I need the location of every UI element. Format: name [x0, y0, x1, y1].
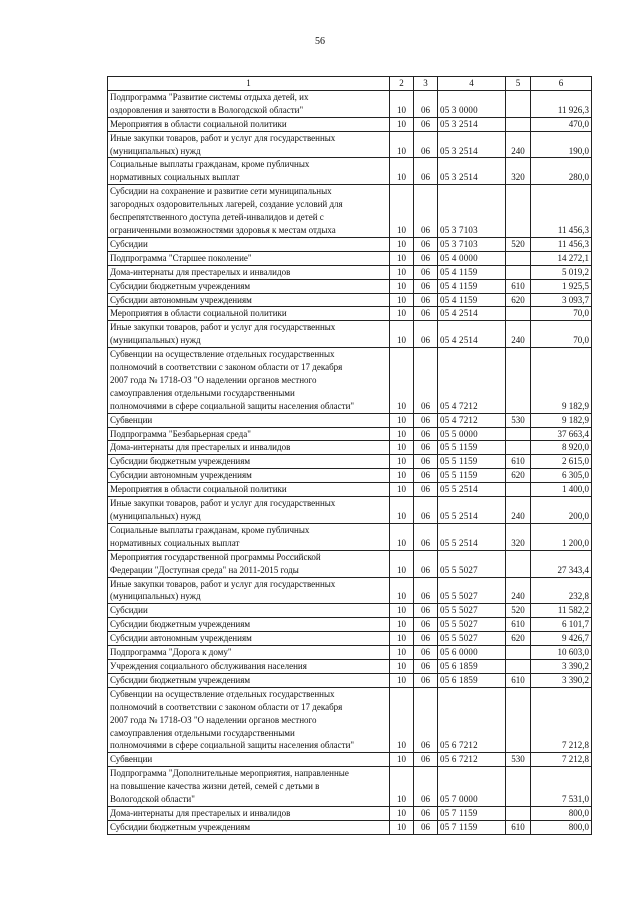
cell-target-code: 05 6 1859 — [438, 673, 506, 687]
cell-target-code: 05 5 1159 — [438, 441, 506, 455]
cell-expense-type: 610 — [506, 455, 531, 469]
cell-section: 10 — [390, 483, 414, 497]
cell-amount: 470,0 — [531, 117, 592, 131]
cell-target-code: 05 4 7212 — [438, 413, 506, 427]
cell-amount: 9 182,9 — [531, 413, 592, 427]
table-row — [108, 767, 592, 807]
cell-target-code: 05 4 1159 — [438, 279, 506, 293]
table-row — [108, 618, 592, 632]
table-row — [108, 523, 592, 550]
cell-subsection: 06 — [414, 321, 438, 348]
table-row — [108, 455, 592, 469]
table-row — [108, 158, 592, 185]
table-row — [108, 185, 592, 238]
cell-name: Социальные выплаты гражданам, кроме публичных нормативных социальных выплат — [108, 523, 390, 550]
cell-name: Мероприятия государственной программы Российской Федерации "Доступная среда" на 2011-2015 годы — [108, 550, 390, 577]
cell-name: Иные закупки товаров, работ и услуг для государственных (муниципальных) нужд — [108, 131, 390, 158]
cell-subsection: 06 — [414, 604, 438, 618]
cell-expense-type: 610 — [506, 279, 531, 293]
cell-amount: 3 390,2 — [531, 659, 592, 673]
cell-subsection: 06 — [414, 646, 438, 660]
cell-subsection: 06 — [414, 251, 438, 265]
cell-subsection: 06 — [414, 441, 438, 455]
table-row — [108, 117, 592, 131]
cell-amount: 5 019,2 — [531, 265, 592, 279]
cell-section: 10 — [390, 321, 414, 348]
table-row — [108, 307, 592, 321]
cell-name: Мероприятия в области социальной политики — [108, 117, 390, 131]
cell-amount: 6 305,0 — [531, 469, 592, 483]
cell-subsection: 06 — [414, 753, 438, 767]
table-row — [108, 265, 592, 279]
cell-expense-type: 610 — [506, 820, 531, 834]
cell-target-code: 05 4 1159 — [438, 265, 506, 279]
cell-subsection: 06 — [414, 413, 438, 427]
cell-expense-type — [506, 348, 531, 414]
cell-name: Дома-интернаты для престарелых и инвалидов — [108, 806, 390, 820]
cell-section: 10 — [390, 131, 414, 158]
cell-subsection: 06 — [414, 523, 438, 550]
table-row — [108, 687, 592, 753]
cell-section: 10 — [390, 265, 414, 279]
cell-subsection: 06 — [414, 455, 438, 469]
cell-section: 10 — [390, 659, 414, 673]
cell-section: 10 — [390, 820, 414, 834]
header-cell-amount: 6 — [531, 77, 592, 91]
cell-name: Субсидии на сохранение и развитие сети муниципальных загородных оздоровительных лагерей, создание условий для беспрепятственного доступа детей-инвалидов и детей с ограниченными возможностями здоровья к местам отдыха — [108, 185, 390, 238]
cell-expense-type — [506, 265, 531, 279]
cell-section: 10 — [390, 117, 414, 131]
cell-section: 10 — [390, 687, 414, 753]
cell-expense-type — [506, 117, 531, 131]
cell-amount: 7 531,0 — [531, 767, 592, 807]
cell-target-code: 05 3 7103 — [438, 237, 506, 251]
cell-section: 10 — [390, 550, 414, 577]
cell-section: 10 — [390, 618, 414, 632]
cell-name: Подпрограмма "Развитие системы отдыха детей, их оздоровления и занятости в Вологодской области" — [108, 90, 390, 117]
cell-name: Мероприятия в области социальной политики — [108, 307, 390, 321]
cell-amount: 1 925,5 — [531, 279, 592, 293]
cell-subsection: 06 — [414, 632, 438, 646]
table-row — [108, 251, 592, 265]
cell-target-code: 05 5 2514 — [438, 497, 506, 524]
cell-subsection: 06 — [414, 131, 438, 158]
cell-name: Подпрограмма "Безбарьерная среда" — [108, 427, 390, 441]
cell-target-code: 05 4 7212 — [438, 348, 506, 414]
cell-amount: 280,0 — [531, 158, 592, 185]
cell-expense-type — [506, 441, 531, 455]
cell-target-code: 05 3 7103 — [438, 185, 506, 238]
cell-expense-type: 620 — [506, 469, 531, 483]
cell-name: Иные закупки товаров, работ и услуг для государственных (муниципальных) нужд — [108, 321, 390, 348]
cell-expense-type: 240 — [506, 497, 531, 524]
cell-target-code: 05 6 7212 — [438, 687, 506, 753]
cell-subsection: 06 — [414, 659, 438, 673]
cell-name: Дома-интернаты для престарелых и инвалидов — [108, 441, 390, 455]
cell-section: 10 — [390, 307, 414, 321]
table-row — [108, 673, 592, 687]
cell-target-code: 05 4 1159 — [438, 293, 506, 307]
cell-section: 10 — [390, 348, 414, 414]
table-row — [108, 753, 592, 767]
cell-expense-type: 320 — [506, 158, 531, 185]
table-body — [108, 90, 592, 834]
cell-amount: 800,0 — [531, 806, 592, 820]
header-cell-section: 2 — [390, 77, 414, 91]
cell-name: Субвенции — [108, 413, 390, 427]
cell-target-code: 05 4 2514 — [438, 321, 506, 348]
cell-target-code: 05 3 2514 — [438, 117, 506, 131]
cell-name: Подпрограмма "Дорога к дому" — [108, 646, 390, 660]
cell-expense-type: 530 — [506, 413, 531, 427]
cell-target-code: 05 5 5027 — [438, 577, 506, 604]
cell-section: 10 — [390, 413, 414, 427]
cell-target-code: 05 4 2514 — [438, 307, 506, 321]
table-row — [108, 279, 592, 293]
cell-subsection: 06 — [414, 117, 438, 131]
cell-amount: 11 456,3 — [531, 185, 592, 238]
cell-expense-type: 620 — [506, 293, 531, 307]
cell-amount: 190,0 — [531, 131, 592, 158]
cell-target-code: 05 5 5027 — [438, 632, 506, 646]
cell-section: 10 — [390, 767, 414, 807]
cell-name: Дома-интернаты для престарелых и инвалидов — [108, 265, 390, 279]
cell-name: Субсидии бюджетным учреждениям — [108, 673, 390, 687]
cell-expense-type: 530 — [506, 753, 531, 767]
cell-subsection: 06 — [414, 820, 438, 834]
cell-amount: 232,8 — [531, 577, 592, 604]
table-row — [108, 321, 592, 348]
cell-expense-type — [506, 659, 531, 673]
cell-name: Субсидии бюджетным учреждениям — [108, 618, 390, 632]
cell-section: 10 — [390, 806, 414, 820]
cell-name: Субсидии автономным учреждениям — [108, 469, 390, 483]
cell-target-code: 05 6 7212 — [438, 753, 506, 767]
cell-expense-type — [506, 185, 531, 238]
cell-expense-type — [506, 483, 531, 497]
cell-section: 10 — [390, 251, 414, 265]
cell-amount: 11 926,3 — [531, 90, 592, 117]
header-row — [108, 77, 592, 91]
table-row — [108, 293, 592, 307]
cell-section: 10 — [390, 577, 414, 604]
cell-subsection: 06 — [414, 293, 438, 307]
cell-amount: 6 101,7 — [531, 618, 592, 632]
cell-expense-type: 240 — [506, 321, 531, 348]
cell-target-code: 05 5 1159 — [438, 469, 506, 483]
table-row — [108, 413, 592, 427]
cell-expense-type — [506, 646, 531, 660]
cell-subsection: 06 — [414, 497, 438, 524]
header-cell-expense-type: 5 — [506, 77, 531, 91]
cell-section: 10 — [390, 293, 414, 307]
cell-section: 10 — [390, 427, 414, 441]
cell-name: Социальные выплаты гражданам, кроме публичных нормативных социальных выплат — [108, 158, 390, 185]
cell-section: 10 — [390, 753, 414, 767]
table-row — [108, 577, 592, 604]
cell-amount: 70,0 — [531, 321, 592, 348]
cell-subsection: 06 — [414, 90, 438, 117]
cell-section: 10 — [390, 185, 414, 238]
cell-amount: 1 400,0 — [531, 483, 592, 497]
cell-subsection: 06 — [414, 265, 438, 279]
cell-amount: 7 212,8 — [531, 687, 592, 753]
cell-name: Подпрограмма "Старшее поколение" — [108, 251, 390, 265]
cell-expense-type — [506, 767, 531, 807]
cell-amount: 8 920,0 — [531, 441, 592, 455]
cell-expense-type — [506, 806, 531, 820]
cell-name: Субсидии автономным учреждениям — [108, 293, 390, 307]
cell-name: Субсидии автономным учреждениям — [108, 632, 390, 646]
cell-amount: 10 603,0 — [531, 646, 592, 660]
cell-amount: 2 615,0 — [531, 455, 592, 469]
cell-amount: 70,0 — [531, 307, 592, 321]
cell-subsection: 06 — [414, 237, 438, 251]
cell-name: Подпрограмма "Дополнительные мероприятия, направленные на повышение качества жизни детей, семей с детьми в Вологодской области" — [108, 767, 390, 807]
cell-name: Субсидии бюджетным учреждениям — [108, 455, 390, 469]
cell-amount: 11 456,3 — [531, 237, 592, 251]
header-cell-name: 1 — [108, 77, 390, 91]
cell-subsection: 06 — [414, 427, 438, 441]
cell-amount: 9 182,9 — [531, 348, 592, 414]
table-row — [108, 497, 592, 524]
cell-name: Учреждения социального обслуживания населения — [108, 659, 390, 673]
cell-target-code: 05 5 5027 — [438, 618, 506, 632]
cell-section: 10 — [390, 497, 414, 524]
cell-amount: 7 212,8 — [531, 753, 592, 767]
cell-subsection: 06 — [414, 687, 438, 753]
cell-target-code: 05 5 0000 — [438, 427, 506, 441]
cell-amount: 800,0 — [531, 820, 592, 834]
cell-expense-type — [506, 427, 531, 441]
cell-subsection: 06 — [414, 158, 438, 185]
table-row — [108, 348, 592, 414]
cell-target-code: 05 3 0000 — [438, 90, 506, 117]
cell-section: 10 — [390, 604, 414, 618]
cell-section: 10 — [390, 237, 414, 251]
cell-subsection: 06 — [414, 673, 438, 687]
table-row — [108, 604, 592, 618]
cell-expense-type: 320 — [506, 523, 531, 550]
header-cell-subsection: 3 — [414, 77, 438, 91]
cell-name: Субсидии бюджетным учреждениям — [108, 279, 390, 293]
cell-subsection: 06 — [414, 279, 438, 293]
cell-amount: 200,0 — [531, 497, 592, 524]
cell-section: 10 — [390, 646, 414, 660]
table-row — [108, 632, 592, 646]
cell-expense-type: 620 — [506, 632, 531, 646]
table-row — [108, 469, 592, 483]
table-row — [108, 550, 592, 577]
budget-table — [107, 76, 592, 835]
cell-subsection: 06 — [414, 483, 438, 497]
cell-name: Субвенции — [108, 753, 390, 767]
cell-subsection: 06 — [414, 806, 438, 820]
table-row — [108, 427, 592, 441]
cell-amount: 3 390,2 — [531, 673, 592, 687]
table-row — [108, 90, 592, 117]
cell-name: Субсидии бюджетным учреждениям — [108, 820, 390, 834]
cell-amount: 37 663,4 — [531, 427, 592, 441]
cell-target-code: 05 6 0000 — [438, 646, 506, 660]
cell-target-code: 05 7 1159 — [438, 820, 506, 834]
cell-expense-type — [506, 550, 531, 577]
cell-subsection: 06 — [414, 469, 438, 483]
cell-expense-type: 240 — [506, 577, 531, 604]
cell-expense-type: 610 — [506, 618, 531, 632]
cell-section: 10 — [390, 455, 414, 469]
cell-subsection: 06 — [414, 767, 438, 807]
cell-target-code: 05 7 0000 — [438, 767, 506, 807]
cell-target-code: 05 3 2514 — [438, 131, 506, 158]
page-number: 56 — [315, 36, 325, 47]
table-row — [108, 441, 592, 455]
cell-section: 10 — [390, 90, 414, 117]
cell-section: 10 — [390, 523, 414, 550]
cell-target-code: 05 7 1159 — [438, 806, 506, 820]
cell-target-code: 05 5 5027 — [438, 550, 506, 577]
cell-target-code: 05 3 2514 — [438, 158, 506, 185]
cell-expense-type — [506, 307, 531, 321]
cell-expense-type — [506, 251, 531, 265]
cell-expense-type: 240 — [506, 131, 531, 158]
cell-subsection: 06 — [414, 577, 438, 604]
cell-amount: 1 200,0 — [531, 523, 592, 550]
table-row — [108, 646, 592, 660]
cell-subsection: 06 — [414, 550, 438, 577]
table-row — [108, 806, 592, 820]
cell-section: 10 — [390, 158, 414, 185]
cell-name: Субсидии — [108, 604, 390, 618]
cell-subsection: 06 — [414, 618, 438, 632]
header-cell-target-code: 4 — [438, 77, 506, 91]
cell-target-code: 05 5 2514 — [438, 483, 506, 497]
cell-name: Мероприятия в области социальной политики — [108, 483, 390, 497]
cell-target-code: 05 5 1159 — [438, 455, 506, 469]
cell-amount: 27 343,4 — [531, 550, 592, 577]
cell-name: Субвенции на осуществление отдельных государственных полномочий в соответствии с законом области от 17 декабря 2007 года № 1718-ОЗ "О наделении органов местного самоуправления отдельными государственными полномочиями в сфере социальной защиты населения области" — [108, 348, 390, 414]
cell-section: 10 — [390, 632, 414, 646]
cell-section: 10 — [390, 441, 414, 455]
cell-amount: 11 582,2 — [531, 604, 592, 618]
table-row — [108, 820, 592, 834]
cell-expense-type — [506, 687, 531, 753]
cell-section: 10 — [390, 469, 414, 483]
cell-subsection: 06 — [414, 185, 438, 238]
cell-name: Субсидии — [108, 237, 390, 251]
cell-name: Иные закупки товаров, работ и услуг для государственных (муниципальных) нужд — [108, 577, 390, 604]
cell-expense-type: 520 — [506, 604, 531, 618]
table-row — [108, 483, 592, 497]
cell-target-code: 05 6 1859 — [438, 659, 506, 673]
table-row — [108, 659, 592, 673]
cell-expense-type: 610 — [506, 673, 531, 687]
cell-target-code: 05 4 0000 — [438, 251, 506, 265]
cell-amount: 14 272,1 — [531, 251, 592, 265]
cell-target-code: 05 5 5027 — [438, 604, 506, 618]
cell-section: 10 — [390, 673, 414, 687]
cell-amount: 3 093,7 — [531, 293, 592, 307]
cell-expense-type — [506, 90, 531, 117]
table-row — [108, 131, 592, 158]
cell-subsection: 06 — [414, 307, 438, 321]
cell-name: Иные закупки товаров, работ и услуг для государственных (муниципальных) нужд — [108, 497, 390, 524]
cell-section: 10 — [390, 279, 414, 293]
cell-name: Субвенции на осуществление отдельных государственных полномочий в соответствии с законом области от 17 декабря 2007 года № 1718-ОЗ "О наделении органов местного самоуправления отдельными государственными полномочиями в сфере социальной защиты населения области" — [108, 687, 390, 753]
cell-amount: 9 426,7 — [531, 632, 592, 646]
cell-expense-type: 520 — [506, 237, 531, 251]
table-row — [108, 237, 592, 251]
cell-target-code: 05 5 2514 — [438, 523, 506, 550]
cell-subsection: 06 — [414, 348, 438, 414]
